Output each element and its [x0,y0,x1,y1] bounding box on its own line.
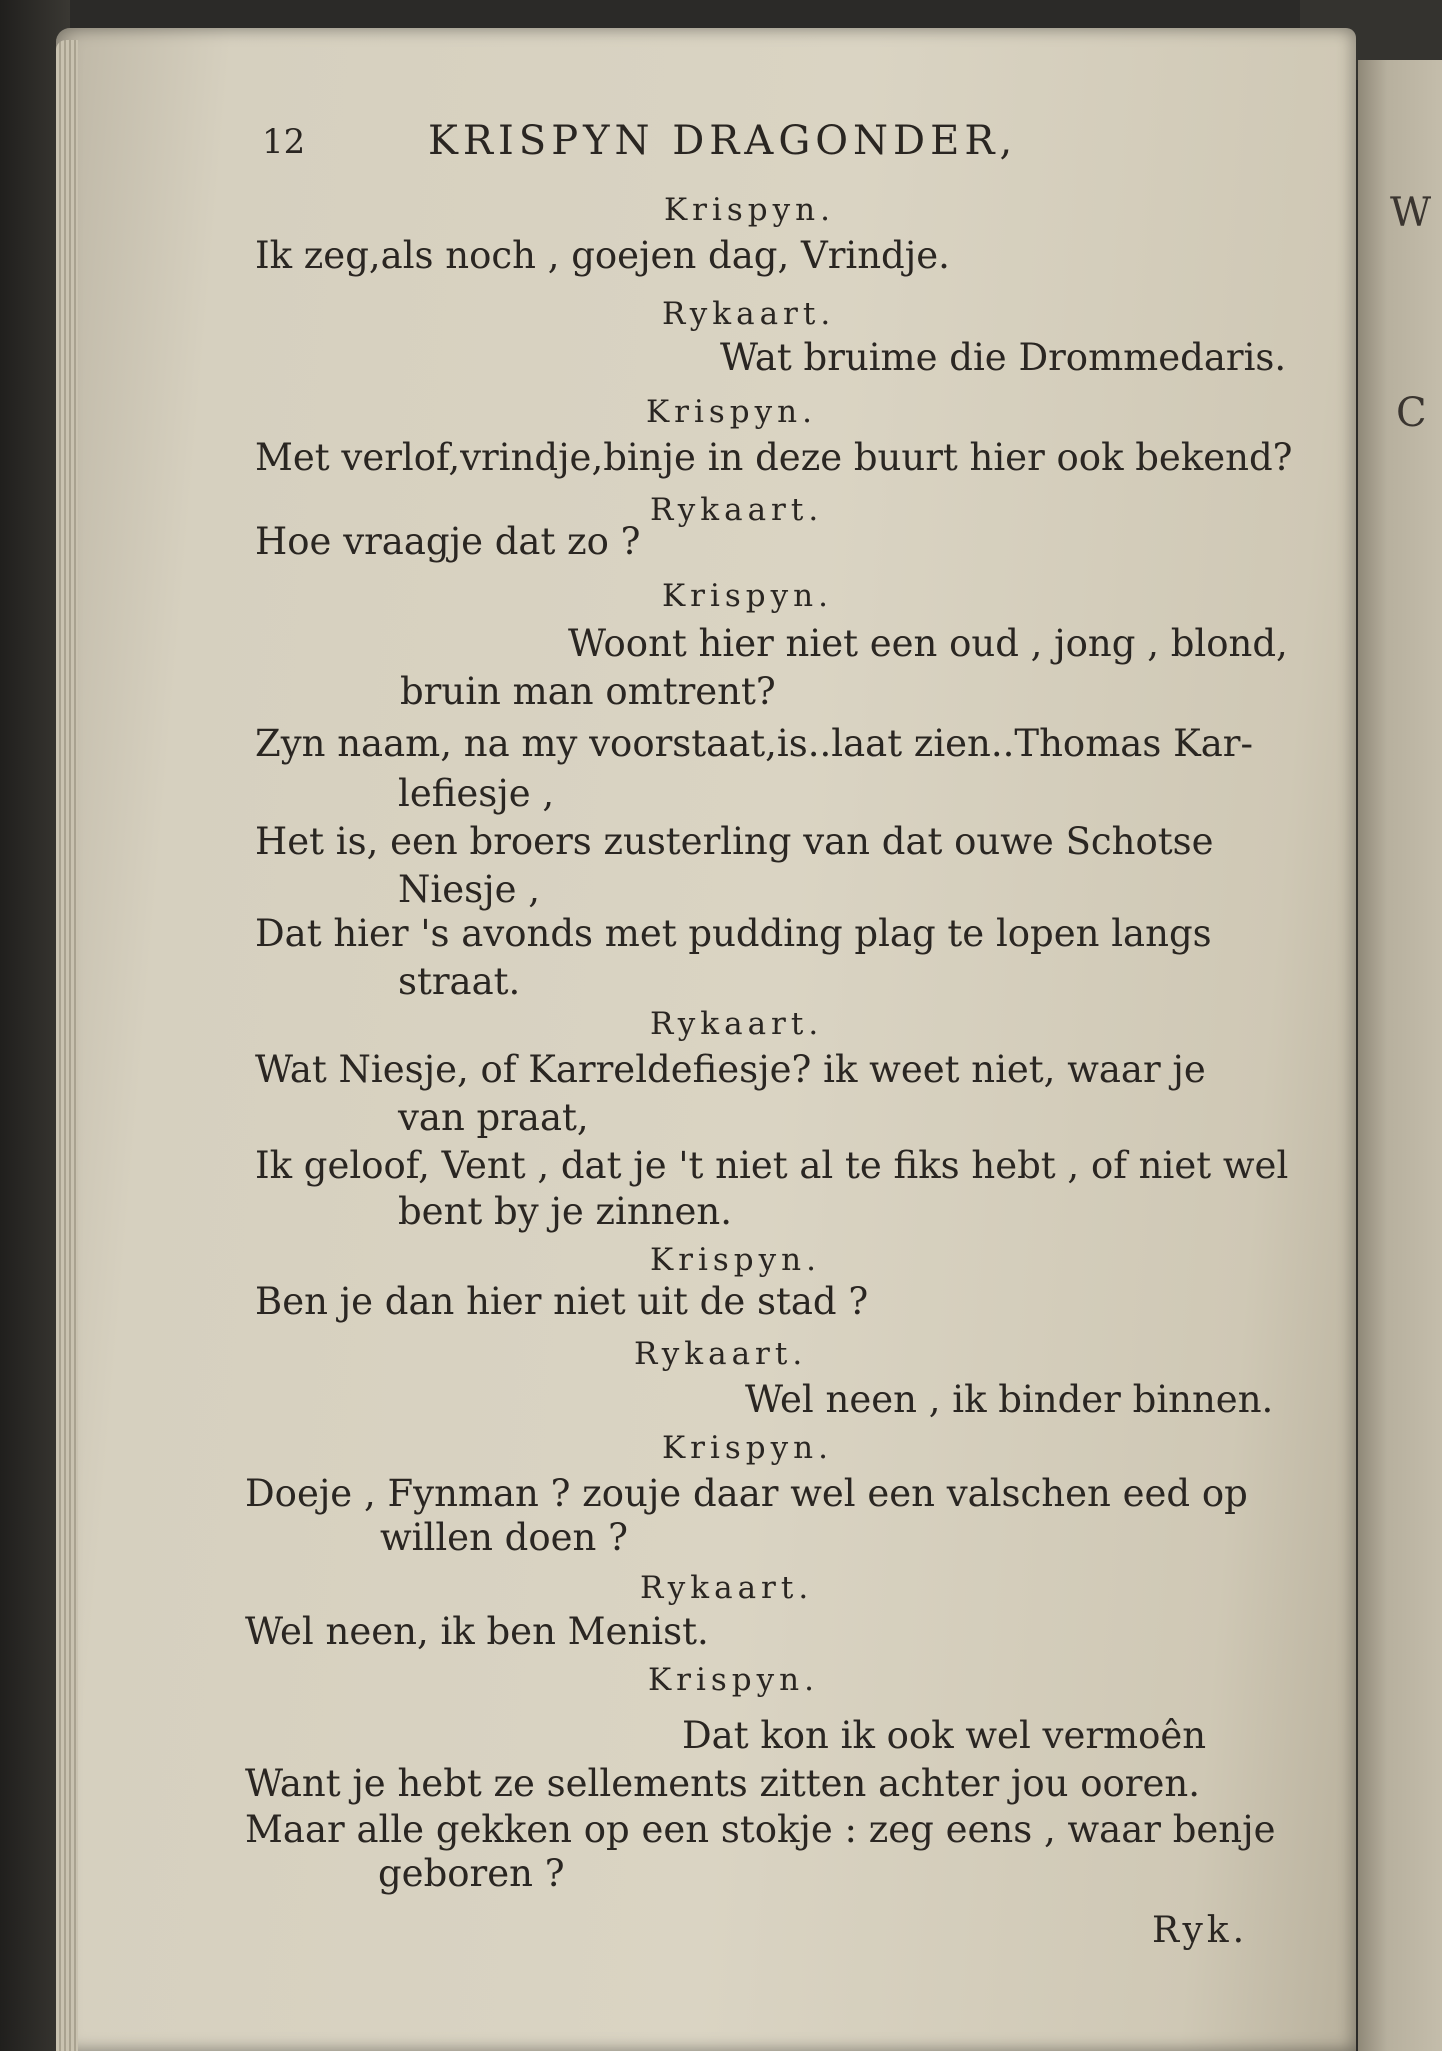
running-title: KRISPYN DRAGONDER, [428,118,1018,164]
verse-line: Want je hebt ze sellements zitten achter jou ooren. [245,1762,1200,1805]
verse-line: Dat hier 's avonds met pudding plag te lopen langs [255,912,1212,955]
speaker-label: Krispyn. [662,1430,833,1466]
facing-page-fragment: C [1396,390,1427,436]
verse-line: Niesje , [398,868,540,911]
verse-line: Het is, een broers zusterling van dat ouwe Schotse [255,820,1214,863]
verse-line: lefiesje , [398,772,555,815]
verse-line: Wel neen , ik binder binnen. [745,1378,1274,1421]
speaker-label: Rykaart. [662,296,836,332]
verse-line: Dat kon ik ook wel vermoên [682,1714,1207,1757]
verse-line: geboren ? [378,1852,565,1895]
speaker-label: Krispyn. [648,1662,819,1698]
speaker-label: Rykaart. [640,1570,814,1606]
verse-line: bent by je zinnen. [398,1190,732,1233]
verse-line: willen doen ? [380,1516,628,1559]
verse-line: Woont hier niet een oud , jong , blond, [568,622,1288,665]
verse-line: bruin man omtrent? [400,670,776,713]
verse-line: straat. [398,960,521,1003]
speaker-label: Rykaart. [634,1336,808,1372]
verse-line: Zyn naam, na my voorstaat,is..laat zien..Thomas Kar- [255,722,1253,765]
verse-line: Ben je dan hier niet uit de stad ? [255,1280,869,1323]
verse-line: Wel neen, ik ben Menist. [245,1610,709,1653]
verse-line: Met verlof,vrindje,binje in deze buurt hier ook bekend? [255,436,1293,479]
facing-page-fragment: W [1390,190,1432,236]
verse-line: Hoe vraagje dat zo ? [255,520,641,563]
speaker-label: Krispyn. [650,1242,821,1278]
verse-line: van praat, [398,1096,589,1139]
speaker-label: Krispyn. [646,394,817,430]
verse-line: Wat bruime die Drommedaris. [720,336,1287,379]
speaker-label: Krispyn. [664,192,835,228]
speaker-label: Rykaart. [650,492,824,528]
page-number: 12 [262,122,306,162]
verse-line: Ik geloof, Vent , dat je 't niet al te fiks hebt , of niet wel [255,1144,1289,1187]
speaker-label: Krispyn. [662,578,833,614]
verse-line: Ik zeg,als noch , goejen dag, Vrindje. [255,234,950,277]
verse-line: Maar alle gekken op een stokje : zeg eens , waar benje [245,1808,1276,1851]
catchword: Ryk. [1152,1910,1249,1951]
speaker-label: Rykaart. [650,1006,824,1042]
verse-line: Wat Niesje, of Karreldefiesje? ik weet niet, waar je [255,1048,1206,1091]
verse-line: Doeje , Fynman ? zouje daar wel een valschen eed op [245,1472,1248,1515]
